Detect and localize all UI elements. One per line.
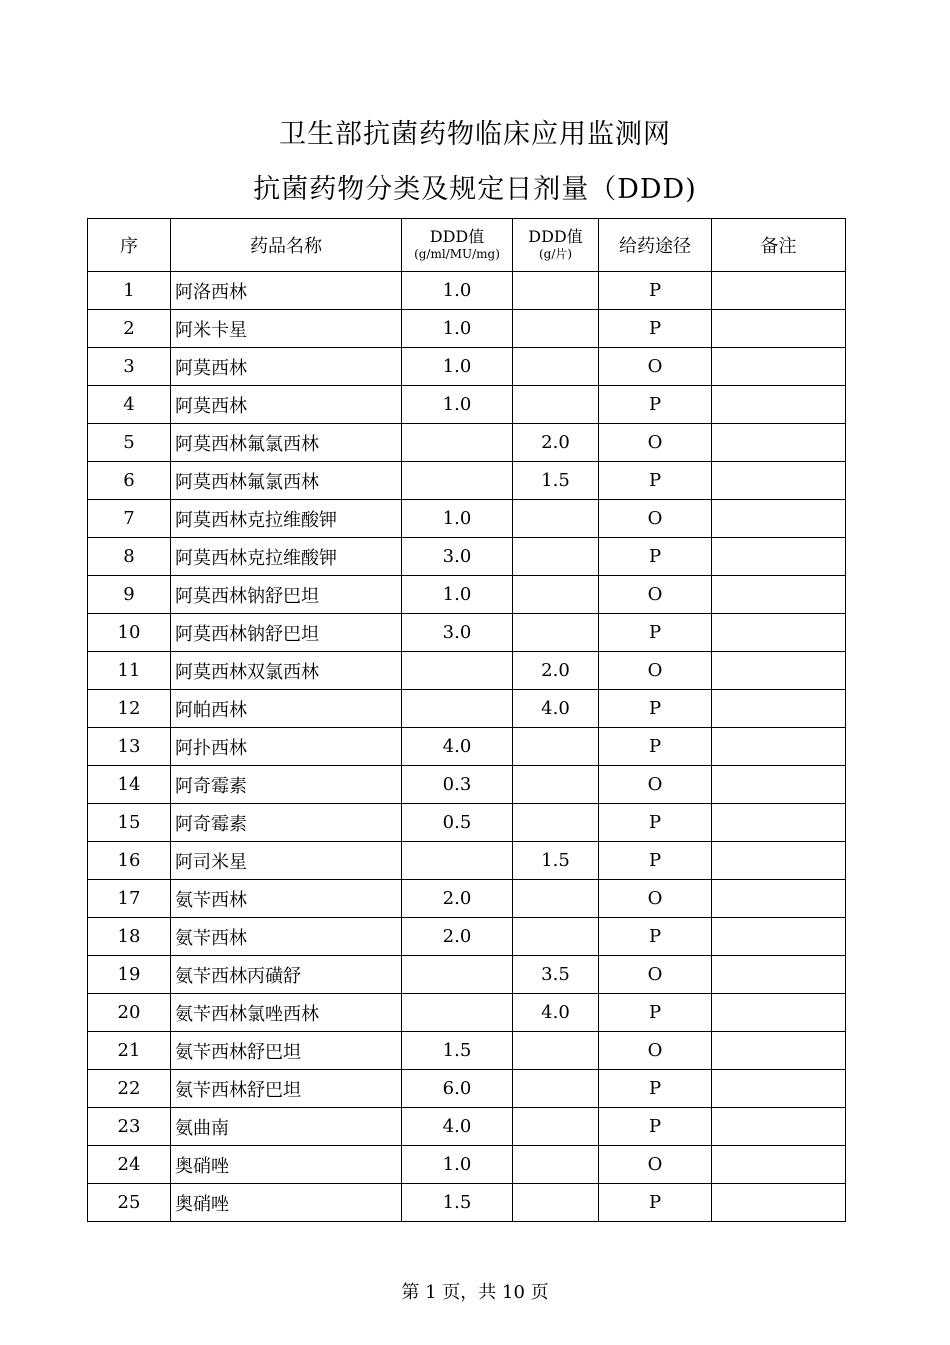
cell-route: P (599, 272, 712, 310)
table-row (88, 1070, 846, 1108)
table-row (88, 956, 846, 994)
cell-ddd-tablet (513, 880, 599, 918)
cell-ddd-value: 1.0 (402, 500, 513, 538)
cell-seq: 1 (88, 272, 171, 310)
cell-drug-name: 阿莫西林克拉维酸钾 (171, 538, 402, 576)
table-row (88, 690, 846, 728)
cell-route: P (599, 310, 712, 348)
cell-ddd-value: 1.0 (402, 272, 513, 310)
header-drug-name: 药品名称 (171, 219, 402, 272)
cell-drug-name: 阿莫西林氟氯西林 (171, 424, 402, 462)
cell-seq: 24 (88, 1146, 171, 1184)
cell-ddd-tablet (513, 614, 599, 652)
cell-remark (712, 614, 846, 652)
cell-drug-name: 阿莫西林克拉维酸钾 (171, 500, 402, 538)
cell-ddd-tablet (513, 310, 599, 348)
cell-drug-name: 氨曲南 (171, 1108, 402, 1146)
cell-drug-name: 氨苄西林舒巴坦 (171, 1032, 402, 1070)
cell-remark (712, 424, 846, 462)
cell-remark (712, 652, 846, 690)
cell-seq: 10 (88, 614, 171, 652)
cell-ddd-value: 4.0 (402, 1108, 513, 1146)
cell-remark (712, 728, 846, 766)
cell-drug-name: 阿帕西林 (171, 690, 402, 728)
cell-ddd-tablet: 1.5 (513, 842, 599, 880)
cell-remark (712, 956, 846, 994)
header-seq: 序 (88, 219, 171, 272)
cell-seq: 15 (88, 804, 171, 842)
table-row (88, 804, 846, 842)
cell-seq: 21 (88, 1032, 171, 1070)
document-subtitle: 抗菌药物分类及规定日剂量（DDD) (253, 174, 697, 205)
cell-route: P (599, 462, 712, 500)
cell-drug-name: 氨苄西林 (171, 880, 402, 918)
cell-ddd-value (402, 690, 513, 728)
table-row (88, 462, 846, 500)
header-ddd-tablet (513, 219, 599, 272)
cell-route: O (599, 956, 712, 994)
cell-seq: 13 (88, 728, 171, 766)
table-row (88, 1184, 846, 1222)
cell-ddd-tablet (513, 766, 599, 804)
cell-drug-name: 阿司米星 (171, 842, 402, 880)
cell-route: P (599, 804, 712, 842)
cell-ddd-tablet (513, 386, 599, 424)
cell-drug-name: 阿莫西林钠舒巴坦 (171, 614, 402, 652)
cell-route: P (599, 386, 712, 424)
cell-ddd-tablet (513, 804, 599, 842)
cell-route: O (599, 880, 712, 918)
cell-remark (712, 576, 846, 614)
cell-route: P (599, 690, 712, 728)
cell-remark (712, 918, 846, 956)
cell-route: O (599, 1032, 712, 1070)
cell-drug-name: 阿扑西林 (171, 728, 402, 766)
cell-drug-name: 阿莫西林氟氯西林 (171, 462, 402, 500)
cell-seq: 11 (88, 652, 171, 690)
cell-remark (712, 842, 846, 880)
cell-route: P (599, 1108, 712, 1146)
cell-ddd-tablet: 2.0 (513, 424, 599, 462)
cell-route: O (599, 576, 712, 614)
cell-route: P (599, 1184, 712, 1222)
table-row (88, 538, 846, 576)
cell-ddd-tablet (513, 918, 599, 956)
cell-seq: 8 (88, 538, 171, 576)
ddd-table (87, 218, 846, 1222)
cell-ddd-tablet: 3.5 (513, 956, 599, 994)
cell-drug-name: 奥硝唑 (171, 1146, 402, 1184)
header-remark: 备注 (712, 219, 846, 272)
table-row (88, 1146, 846, 1184)
cell-remark (712, 994, 846, 1032)
cell-drug-name: 氨苄西林氯唑西林 (171, 994, 402, 1032)
table-row (88, 348, 846, 386)
cell-route: O (599, 766, 712, 804)
table-row (88, 500, 846, 538)
cell-drug-name: 阿莫西林双氯西林 (171, 652, 402, 690)
table-row (88, 728, 846, 766)
cell-route: P (599, 538, 712, 576)
cell-remark (712, 310, 846, 348)
cell-remark (712, 538, 846, 576)
cell-route: O (599, 500, 712, 538)
cell-ddd-value: 0.3 (402, 766, 513, 804)
cell-remark (712, 348, 846, 386)
cell-drug-name: 阿奇霉素 (171, 766, 402, 804)
cell-ddd-value (402, 956, 513, 994)
cell-remark (712, 804, 846, 842)
table-row (88, 994, 846, 1032)
cell-seq: 2 (88, 310, 171, 348)
table-row (88, 310, 846, 348)
cell-seq: 25 (88, 1184, 171, 1222)
header-ddd-value-unit: (g/ml/MU/mg) (414, 247, 500, 261)
cell-ddd-tablet (513, 348, 599, 386)
cell-ddd-tablet (513, 1032, 599, 1070)
table-row (88, 1108, 846, 1146)
cell-seq: 12 (88, 690, 171, 728)
cell-remark (712, 1032, 846, 1070)
cell-drug-name: 氨苄西林舒巴坦 (171, 1070, 402, 1108)
cell-seq: 16 (88, 842, 171, 880)
cell-ddd-value (402, 462, 513, 500)
cell-remark (712, 1070, 846, 1108)
cell-seq: 18 (88, 918, 171, 956)
cell-route: P (599, 842, 712, 880)
cell-ddd-value: 1.5 (402, 1032, 513, 1070)
header-ddd-value (402, 219, 513, 272)
cell-route: O (599, 652, 712, 690)
cell-ddd-value: 4.0 (402, 728, 513, 766)
cell-ddd-tablet: 1.5 (513, 462, 599, 500)
cell-ddd-value: 2.0 (402, 918, 513, 956)
cell-ddd-value: 6.0 (402, 1070, 513, 1108)
page-footer: 第 1 页，共 10 页 (401, 1282, 549, 1303)
cell-remark (712, 1108, 846, 1146)
header-ddd-tablet-label: DDD值 (528, 227, 583, 246)
cell-ddd-tablet: 2.0 (513, 652, 599, 690)
cell-ddd-tablet (513, 272, 599, 310)
cell-route: P (599, 728, 712, 766)
table-row (88, 918, 846, 956)
cell-ddd-value: 1.0 (402, 1146, 513, 1184)
table-row (88, 272, 846, 310)
cell-seq: 20 (88, 994, 171, 1032)
cell-remark (712, 462, 846, 500)
cell-ddd-value (402, 652, 513, 690)
table-body (88, 272, 846, 1222)
cell-ddd-value: 1.0 (402, 386, 513, 424)
table-row (88, 1032, 846, 1070)
cell-ddd-value: 1.0 (402, 576, 513, 614)
cell-remark (712, 500, 846, 538)
cell-seq: 5 (88, 424, 171, 462)
table-row (88, 386, 846, 424)
cell-drug-name: 阿奇霉素 (171, 804, 402, 842)
cell-ddd-value: 3.0 (402, 614, 513, 652)
cell-seq: 14 (88, 766, 171, 804)
table-row (88, 766, 846, 804)
cell-ddd-tablet (513, 1070, 599, 1108)
cell-ddd-tablet (513, 1146, 599, 1184)
cell-remark (712, 690, 846, 728)
cell-remark (712, 386, 846, 424)
cell-route: P (599, 994, 712, 1032)
cell-ddd-value: 2.0 (402, 880, 513, 918)
cell-ddd-value: 0.5 (402, 804, 513, 842)
cell-drug-name: 氨苄西林丙磺舒 (171, 956, 402, 994)
cell-ddd-tablet: 4.0 (513, 690, 599, 728)
cell-drug-name: 阿米卡星 (171, 310, 402, 348)
cell-ddd-value (402, 424, 513, 462)
cell-ddd-tablet (513, 1108, 599, 1146)
cell-drug-name: 奥硝唑 (171, 1184, 402, 1222)
cell-route: O (599, 348, 712, 386)
cell-ddd-value: 1.5 (402, 1184, 513, 1222)
cell-seq: 3 (88, 348, 171, 386)
cell-route: O (599, 1146, 712, 1184)
cell-seq: 4 (88, 386, 171, 424)
cell-drug-name: 氨苄西林 (171, 918, 402, 956)
header-ddd-tablet-unit: (g/片) (538, 247, 573, 261)
cell-seq: 17 (88, 880, 171, 918)
document-title: 卫生部抗菌药物临床应用监测网 (279, 119, 671, 150)
cell-remark (712, 1146, 846, 1184)
cell-route: P (599, 1070, 712, 1108)
cell-ddd-value: 1.0 (402, 348, 513, 386)
table-row (88, 880, 846, 918)
cell-drug-name: 阿莫西林 (171, 386, 402, 424)
cell-remark (712, 1184, 846, 1222)
cell-seq: 6 (88, 462, 171, 500)
cell-ddd-value (402, 994, 513, 1032)
cell-remark (712, 272, 846, 310)
cell-ddd-tablet (513, 576, 599, 614)
header-route: 给药途径 (599, 219, 712, 272)
cell-route: P (599, 614, 712, 652)
table-row (88, 842, 846, 880)
cell-drug-name: 阿洛西林 (171, 272, 402, 310)
cell-drug-name: 阿莫西林 (171, 348, 402, 386)
cell-seq: 7 (88, 500, 171, 538)
cell-ddd-tablet (513, 500, 599, 538)
cell-ddd-tablet: 4.0 (513, 994, 599, 1032)
cell-ddd-value: 1.0 (402, 310, 513, 348)
table-row (88, 576, 846, 614)
header-ddd-value-label: DDD值 (429, 227, 485, 246)
table-row (88, 614, 846, 652)
cell-route: P (599, 918, 712, 956)
cell-seq: 23 (88, 1108, 171, 1146)
cell-seq: 19 (88, 956, 171, 994)
cell-route: O (599, 424, 712, 462)
cell-ddd-value: 3.0 (402, 538, 513, 576)
cell-seq: 9 (88, 576, 171, 614)
cell-ddd-tablet (513, 1184, 599, 1222)
cell-remark (712, 880, 846, 918)
cell-ddd-tablet (513, 538, 599, 576)
table-row (88, 424, 846, 462)
cell-ddd-tablet (513, 728, 599, 766)
cell-remark (712, 766, 846, 804)
table-row (88, 652, 846, 690)
table-header-row (88, 219, 846, 272)
cell-seq: 22 (88, 1070, 171, 1108)
cell-drug-name: 阿莫西林钠舒巴坦 (171, 576, 402, 614)
cell-ddd-value (402, 842, 513, 880)
